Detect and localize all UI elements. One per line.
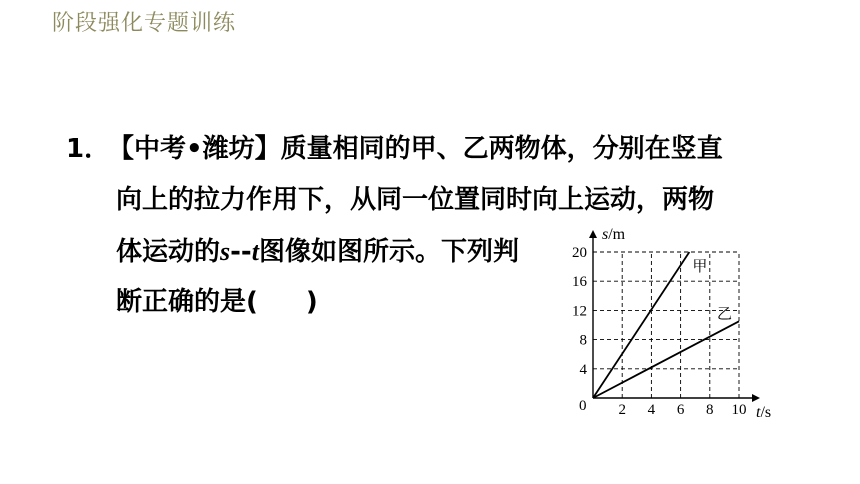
y-tick-label-20: 20	[572, 245, 587, 261]
series-label-2: 乙	[717, 304, 733, 323]
y-tick-label-4: 4	[579, 361, 587, 378]
x-tick-label-2: 2	[618, 402, 626, 418]
y-axis-var: s	[602, 226, 609, 243]
question-line-1: 【中考•潍坊】质量相同的甲、乙两物体，分别在竖直	[108, 134, 723, 164]
x-tick-label-8: 8	[706, 402, 714, 418]
y-tick-label-12: 12	[572, 303, 587, 320]
series-line-2	[593, 321, 739, 398]
slide-header-title: 阶段强化专题训练	[52, 11, 237, 36]
question-line-3	[116, 226, 519, 278]
question-line-4-post: )	[305, 287, 318, 317]
grid	[593, 252, 739, 398]
question-line-3-pre: 体运动的	[116, 237, 221, 267]
question-number: 1．	[66, 134, 111, 164]
question-line-4	[116, 277, 318, 328]
origin-label: 0	[579, 398, 587, 414]
x-axis-var: t	[756, 404, 761, 421]
x-tick-label-4: 4	[647, 402, 656, 418]
question-line-3-post: 图像如图所示。下列判	[258, 237, 519, 267]
series	[593, 252, 739, 398]
x-axis-unit: /s	[760, 404, 772, 421]
series-line-1	[593, 252, 689, 398]
x-tick-label-6: 6	[676, 402, 685, 418]
y-axis-unit: /m	[608, 226, 626, 243]
question-line-4-pre: 断正确的是(	[116, 287, 258, 317]
s-t-graph	[560, 222, 790, 424]
s-t-graph-svg	[560, 222, 790, 424]
question-t-symbol: t	[251, 237, 259, 266]
question-s-symbol: s	[220, 237, 231, 266]
y-tick-label-16: 16	[572, 274, 587, 291]
question-dash: --	[230, 237, 252, 267]
x-tick-label-10: 10	[731, 402, 747, 418]
x-axis-label	[756, 404, 771, 421]
y-tick-label-8: 8	[579, 332, 587, 349]
y-axis-label	[602, 226, 626, 243]
question-line-2: 向上的拉力作用下，从同一位置同时向上运动，两物	[116, 185, 715, 215]
series-label-1: 甲	[692, 257, 708, 275]
